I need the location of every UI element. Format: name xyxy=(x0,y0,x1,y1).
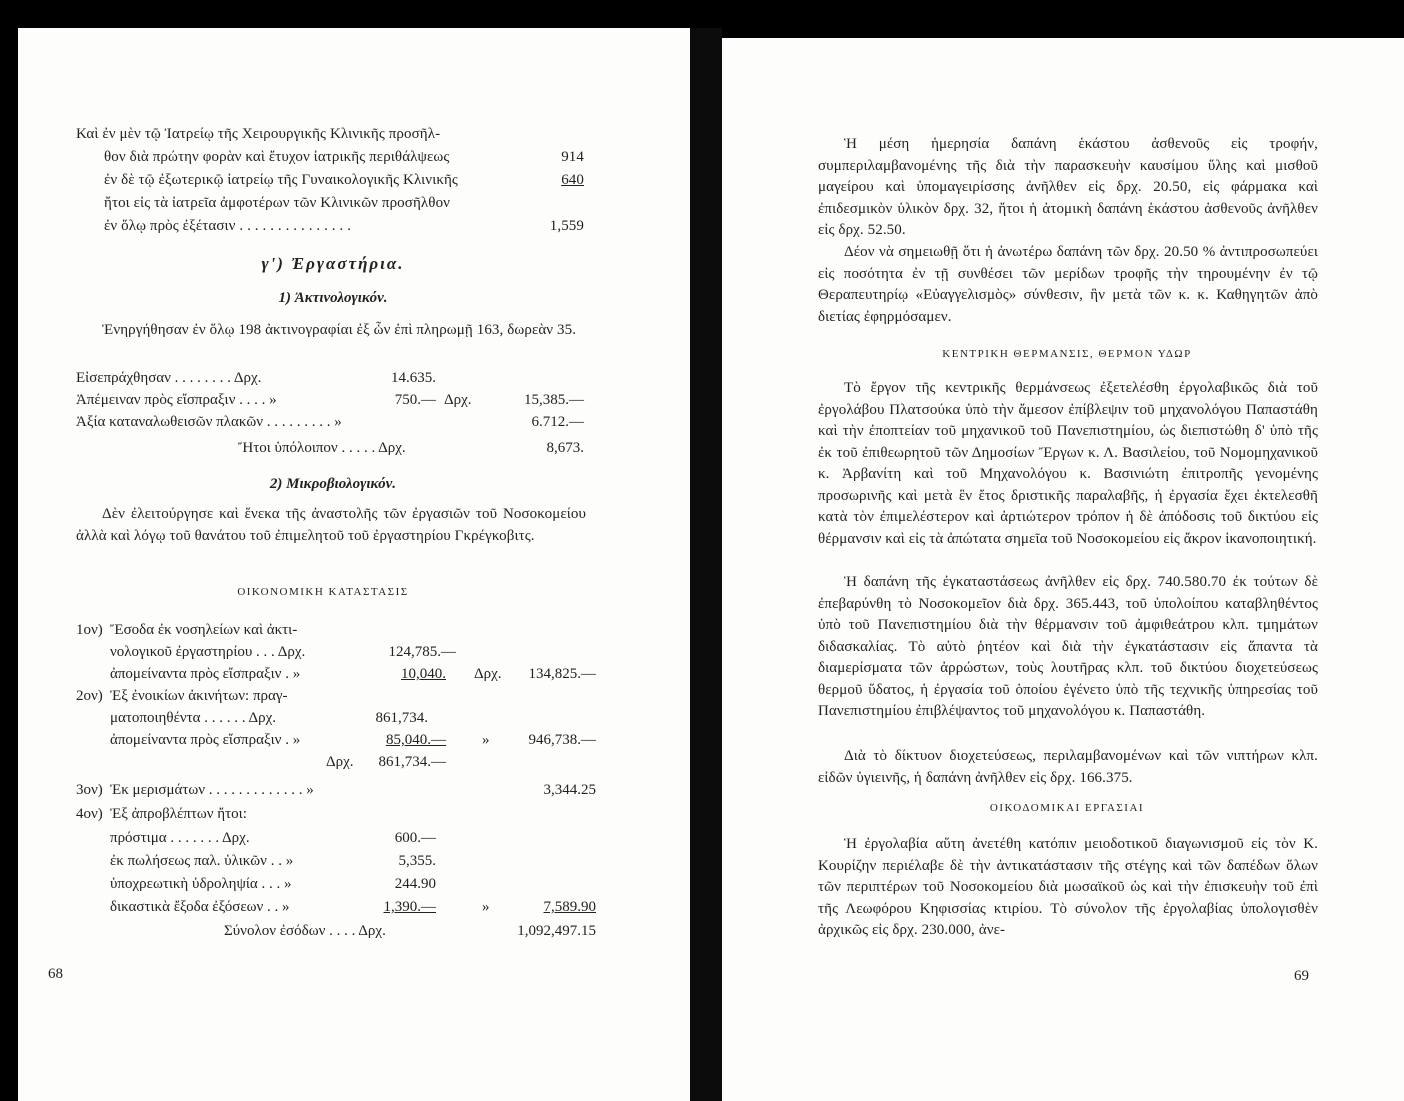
intro-value: 1,559 xyxy=(549,218,584,234)
econ-row xyxy=(76,642,616,663)
econ-num: 2ον) xyxy=(76,688,103,704)
econ-value: 861,734. xyxy=(375,710,428,726)
econ-total: 134,825.— xyxy=(528,666,596,682)
intro-line: Καὶ ἐν μὲν τῷ Ἰατρείῳ τῆς Χειρουργικῆς Κλινικῆς προσῆλ- xyxy=(76,126,441,142)
xray-row xyxy=(76,368,596,389)
econ-row xyxy=(76,874,616,895)
econ-row xyxy=(76,664,616,685)
paragraph: Ἡ ἐργολαβία αὕτη ἀνετέθη κατόπιν μειοδοτικοῦ διαγωνισμοῦ εἰς τὸν Κ. Κουρίζην περιέλαβε δὲ τὴν ἀντικατάστασιν τῆς στέγης καὶ τῶν δαπέδων ὅλων τῶν περιπτέρων τοῦ Νοσοκομείου διὰ μωσαϊκοῦ ὡς καὶ τὴν ἐπισκευὴν τοῦ ἐπὶ τῆς Λεωφόρου Κηφισσίας κτιρίου. Τὸ σύνολον τῆς ἐργολαβίας ὑπολογισθὲν ἀρχικῶς εἰς δρχ. 230.000, ἀνε- xyxy=(818,836,1318,938)
section-heading: ΟΙΚΟΔΟΜΙΚΑΙ ΕΡΓΑΣΙΑΙ xyxy=(989,802,1145,814)
econ-num: 4ον) xyxy=(76,806,103,822)
econ-total: 7,589.90 xyxy=(543,899,596,915)
econ-label: νολογικοῦ ἐργαστηρίου . . . Δρχ. xyxy=(110,644,306,660)
section-title: γ') Ἐργαστήρια. xyxy=(261,254,405,273)
econ-value: 600.— xyxy=(394,830,436,846)
row-total: 15,385.— xyxy=(524,392,584,408)
econ-row xyxy=(76,897,616,918)
econ-label: Δρχ. xyxy=(326,754,354,770)
book-gutter xyxy=(690,28,722,1101)
row-total: 6.712.— xyxy=(531,414,584,430)
paragraph: Ἐνηργήθησαν ἐν ὅλῳ 198 ἀκτινογραφίαι ἐξ ὧν ἐπὶ πληρωμῇ 163, δωρεὰν 35. xyxy=(102,322,577,338)
xray-row xyxy=(238,438,584,459)
econ-total: 946,738.— xyxy=(528,732,596,748)
paragraph: Δὲν ἐλειτούργησε καὶ ἕνεκα τῆς ἀναστολῆς τῶν ἐργασιῶν τοῦ Νοσοκομείου ἀλλὰ καὶ λόγῳ τοῦ θανάτου τοῦ ἐπιμελητοῦ τοῦ ἐργαστηρίου Γκρέγκοβιτς. xyxy=(76,506,586,544)
row-label: Ἀξία καταναλωθεισῶν πλακῶν . . . . . . . . . » xyxy=(76,414,342,430)
row-label: Εἰσεπράχθησαν . . . . . . . . Δρχ. xyxy=(76,370,262,386)
econ-row xyxy=(76,686,616,707)
econ-label: ἀπομείναντα πρὸς εἴσπραξιν . » xyxy=(110,732,301,748)
paragraph: Ἡ μέση ἡμερησία δαπάνη ἑκάστου ἀσθενοῦς εἰς τροφήν, συμπεριλαμβανομένης τῆς διὰ τὴν παρασκευὴν καυσίμου ὕλης καὶ μισθοῦ μαγείρου καὶ ὑπομαγειρίσσης ἀνῆλθεν εἰς δρχ. 20.50, εἰς φάρμακα καὶ ἐπιδεσμικὸν ὑλικὸν δρχ. 32, ἤτοι ἡ ἀτομικὴ δαπάνη ἑκάστου ἀσθενοῦς ἀνῆλθεν εἰς δρχ. 52.50. xyxy=(818,136,1318,238)
econ-row xyxy=(76,752,616,773)
xray-row xyxy=(76,412,596,433)
econ-label: πρόστιμα . . . . . . . Δρχ. xyxy=(110,830,250,846)
paragraph: Ἡ δαπάνη τῆς ἐγκαταστάσεως ἀνῆλθεν εἰς δρχ. 740.580.70 ἐκ τούτων δὲ ἐπεβαρύνθη τὸ Νοσοκομεῖον διὰ δρχ. 365.443, τοῦ ὑπολοίπου καταβληθέντος ὑπὸ τοῦ Πανεπιστημίου διὰ τὴν θέρμανσιν τοῦ ἀμφιθεάτρου κλπ. τμημάτων διδασκαλίας. Τὸ αὐτὸ ῥητέον καὶ διὰ τὴν ἐγκατάστασιν εἰς ἅπαντα τὰ διαμερίσματα τῶν ἀρρώστων, τοὺς λουτῆρας κλπ. τοῦ δικτύου διοχετεύσεως θερμοῦ ὕδατος, ἡ ἐργασία τοῦ ὁποίου ἐγένετο ὑπὸ τῆς τεχνικῆς ὑπηρεσίας τοῦ Πανεπιστημίου ἐπιβλέψαντος τοῦ μηχανολόγου κ. Παπαστάθη. xyxy=(818,574,1318,719)
econ-label: Ἔσοδα ἐκ νοσηλείων καὶ ἀκτι- xyxy=(110,622,298,638)
intro-value: 914 xyxy=(561,149,584,165)
econ-row xyxy=(76,851,616,872)
econ-label: δικαστικὰ ἔξοδα ἐξόσεων . . » xyxy=(110,899,290,915)
econ-value: 244.90 xyxy=(394,876,436,892)
row-total: 8,673. xyxy=(546,440,584,456)
econ-label: Σύνολον ἐσόδων . . . . Δρχ. xyxy=(224,923,386,939)
xray-row xyxy=(76,390,596,411)
intro-line: θον διὰ πρώτην φορὰν καὶ ἔτυχον ἰατρικῆς περιθάλψεως xyxy=(104,149,450,165)
econ-row xyxy=(76,780,616,801)
intro-line: ἐν δὲ τῷ ἐξωτερικῷ ἰατρείῳ τῆς Γυναικολογικῆς Κλινικῆς xyxy=(104,172,458,188)
row-value: 750.— xyxy=(394,392,436,408)
section-heading: ΚΕΝΤΡΙΚΗ ΘΕΡΜΑΝΣΙΣ, ΘΕΡΜΟΝ ΥΔΩΡ xyxy=(942,348,1192,360)
econ-label: ἐκ πωλήσεως παλ. ὑλικῶν . . » xyxy=(110,853,294,869)
paragraph: Τὸ ἔργον τῆς κεντρικῆς θερμάνσεως ἐξετελέσθη ἐργολαβικῶς διὰ τοῦ ἐργολάβου Πλατσούκα ὑπὸ τὴν ἄμεσον ἐπίβλεψιν τοῦ μηχανολόγου Παπαστάθη καὶ τὴν ἐποπτείαν τοῦ μηχανικοῦ τοῦ Πανεπιστημίου, ὡς διεπιστώθη δ' ὑπὸ τῆς ἐκ τοῦ ἐπιθεωρητοῦ τῶν Δημοσίων Ἔργων κ. Λ. Βασιλείου, τοῦ Νομομηχανικοῦ κ. Ἀρβανίτη καὶ τοῦ Μηχανολόγου κ. Βασινιώτη ἐπιτροπῆς γενομένης προσωρινῆς καὶ μετὰ ἓν ἔτος δριστικῆς παραλαβῆς, ἡ ἐργασία ἔχει ἐκτελεσθῆ κατὰ τὸν ἐπιμελέστερον καὶ ἀρτιώτερον τρόπον ἡ δὲ ἀπόδοσις τοῦ δικτύου εἰς θέρμανσιν καὶ εἰς τὰ ἀπώτατα σημεῖα τοῦ Νοσοκομείου εἰς ἄκρον ἱκανοποιητική. xyxy=(818,380,1318,547)
econ-row xyxy=(76,730,616,751)
row-value: 14.635. xyxy=(391,370,436,386)
econ-unit: Δρχ. xyxy=(474,666,502,682)
subsection-title: 2) Μικροβιολογικόν. xyxy=(269,476,397,492)
right-page xyxy=(722,38,1404,1101)
econ-value: 1,390.— xyxy=(383,899,436,915)
econ-total: 1,092,497.15 xyxy=(517,923,596,939)
econ-num: 1ον) xyxy=(76,622,103,638)
subsection-title: 1) Ἀκτινολογικόν. xyxy=(278,290,388,306)
econ-num: 3ον) xyxy=(76,782,103,798)
econ-row xyxy=(76,804,616,825)
intro-line: ἐν ὅλῳ πρὸς ἐξέτασιν . . . . . . . . . . . . . . . xyxy=(104,218,352,234)
econ-value: 861,734.— xyxy=(378,754,446,770)
intro-value: 640 xyxy=(561,172,584,188)
econ-label: Ἐξ ἐνοικίων ἀκινήτων: πραγ- xyxy=(110,688,288,704)
econ-label: ματοποιηθέντα . . . . . . Δρχ. xyxy=(110,710,276,726)
econ-label: ὑποχρεωτικὴ ὑδροληψία . . . » xyxy=(110,876,292,892)
econ-value: 10,040. xyxy=(401,666,446,682)
paragraph: Δέον νὰ σημειωθῇ ὅτι ἡ ἀνωτέρω δαπάνη τῶν δρχ. 20.50 % ἀντιπροσωπεύει εἰς ποσότητα ἐν τῇ συνθέσει τῶν μερίδων τροφῆς τὴν τηρουμένην ἐν τῷ Θεραπευτηρίῳ «Εὐαγγελισμὸς» σύνθεσιν, ἣν μετὰ τῶν κ. κ. Καθηγητῶν ἀπὸ διετίας ἐφηρμόσαμεν. xyxy=(818,244,1318,325)
econ-unit: » xyxy=(482,732,490,748)
econ-total: 3,344.25 xyxy=(543,782,596,798)
econ-label: Ἐξ ἀπροβλέπτων ἤτοι: xyxy=(110,806,247,822)
econ-label: ἀπομείναντα πρὸς εἴσπραξιν . » xyxy=(110,666,301,682)
econ-row xyxy=(76,708,616,729)
econ-value: 5,355. xyxy=(398,853,436,869)
paragraph: Διὰ τὸ δίκτυον διοχετεύσεως, περιλαμβανομένων καὶ τῶν νιπτήρων κλπ. εἰδῶν ὑγιεινῆς, ἡ δαπάνη ἀνῆλθεν εἰς δρχ. 166.375. xyxy=(818,748,1318,786)
row-label: Ἀπέμειναν πρὸς εἴσπραξιν . . . . » xyxy=(76,392,277,408)
econ-unit: » xyxy=(482,899,490,915)
econ-value: 124,785.— xyxy=(388,644,456,660)
left-page xyxy=(18,28,690,1101)
econ-row xyxy=(76,921,616,942)
row-label: Ἤτοι ὑπόλοιπον . . . . . Δρχ. xyxy=(238,440,406,456)
intro-line: ἤτοι εἰς τὰ ἰατρεῖα ἀμφοτέρων τῶν Κλινικῶν προσῆλθον xyxy=(104,195,451,211)
page-number: 68 xyxy=(48,966,63,982)
econ-row xyxy=(76,620,616,641)
econ-label: Ἐκ μερισμάτων . . . . . . . . . . . . . » xyxy=(110,782,314,798)
page-number: 69 xyxy=(1294,968,1309,984)
econ-row xyxy=(76,828,616,849)
econ-heading: ΟΙΚΟΝΟΜΙΚΗ ΚΑΤΑΣΤΑΣΙΣ xyxy=(237,586,409,598)
econ-value: 85,040.— xyxy=(386,732,446,748)
row-unit: Δρχ. xyxy=(444,392,472,408)
